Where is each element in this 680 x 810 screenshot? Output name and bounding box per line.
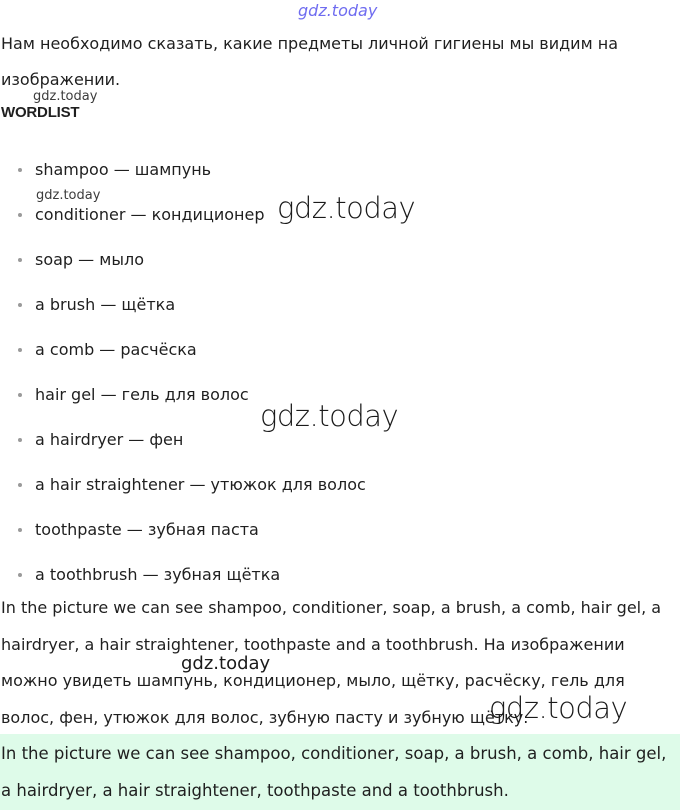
watermark-list-small: gdz.today bbox=[36, 188, 101, 203]
list-item bbox=[0, 462, 366, 507]
bullet-icon bbox=[18, 393, 22, 397]
watermark-answer-small: gdz.today bbox=[181, 653, 271, 674]
list-item-text: hair gel — гель для волос bbox=[35, 385, 249, 404]
bullet-icon bbox=[18, 168, 22, 172]
list-item-text: soap — мыло bbox=[35, 250, 144, 269]
list-item-text: a toothbrush — зубная щётка bbox=[35, 565, 281, 584]
list-item bbox=[0, 327, 366, 372]
watermark-list-large-2: gdz.today bbox=[260, 399, 399, 433]
bullet-icon bbox=[18, 438, 22, 442]
bullet-icon bbox=[18, 348, 22, 352]
highlighted-answer bbox=[0, 734, 680, 810]
list-item-text: shampoo — шампунь bbox=[35, 160, 212, 179]
bullet-icon bbox=[18, 213, 22, 217]
intro-text: Нам необходимо сказать, какие предметы личной гигиены мы видим на изображении. bbox=[1, 34, 618, 89]
watermark-answer-large: gdz.today bbox=[489, 691, 628, 725]
list-item bbox=[0, 147, 366, 192]
bullet-icon bbox=[18, 258, 22, 262]
highlighted-answer-text: In the picture we can see shampoo, conditioner, soap, a brush, a comb, hair gel, a hairdryer, a hair straightener, toothpaste and a toothbrush. bbox=[1, 744, 667, 800]
bullet-icon bbox=[18, 483, 22, 487]
list-item bbox=[0, 237, 366, 282]
bullet-icon bbox=[18, 573, 22, 577]
bullet-icon bbox=[18, 303, 22, 307]
list-item-text: a hair straightener — утюжок для волос bbox=[35, 475, 366, 494]
list-item-text: conditioner — кондиционер bbox=[35, 205, 265, 224]
watermark-top: gdz.today bbox=[298, 1, 378, 20]
bullet-icon bbox=[18, 528, 22, 532]
list-item bbox=[0, 507, 366, 552]
answer-text: In the picture we can see shampoo, conditioner, soap, a brush, a comb, hair gel, a hairdryer, a hair straightener, toothpaste and a toothbrush. На изображении можно увидеть шампунь, кондиционер, мыло, щётку, расчёску, гель для волос, фен, утюжок для волос, зубную пасту и зубную щётку. bbox=[1, 598, 662, 727]
list-item-text: a brush — щётка bbox=[35, 295, 176, 314]
list-item-text: a comb — расчёска bbox=[35, 340, 197, 359]
list-item bbox=[0, 282, 366, 327]
watermark-list-large-1: gdz.today bbox=[277, 191, 416, 225]
watermark-wordlist: gdz.today bbox=[33, 89, 98, 104]
list-item-text: toothpaste — зубная паста bbox=[35, 520, 259, 539]
wordlist-heading: WORDLIST bbox=[1, 104, 80, 121]
list-item-text: a hairdryer — фен bbox=[35, 430, 184, 449]
